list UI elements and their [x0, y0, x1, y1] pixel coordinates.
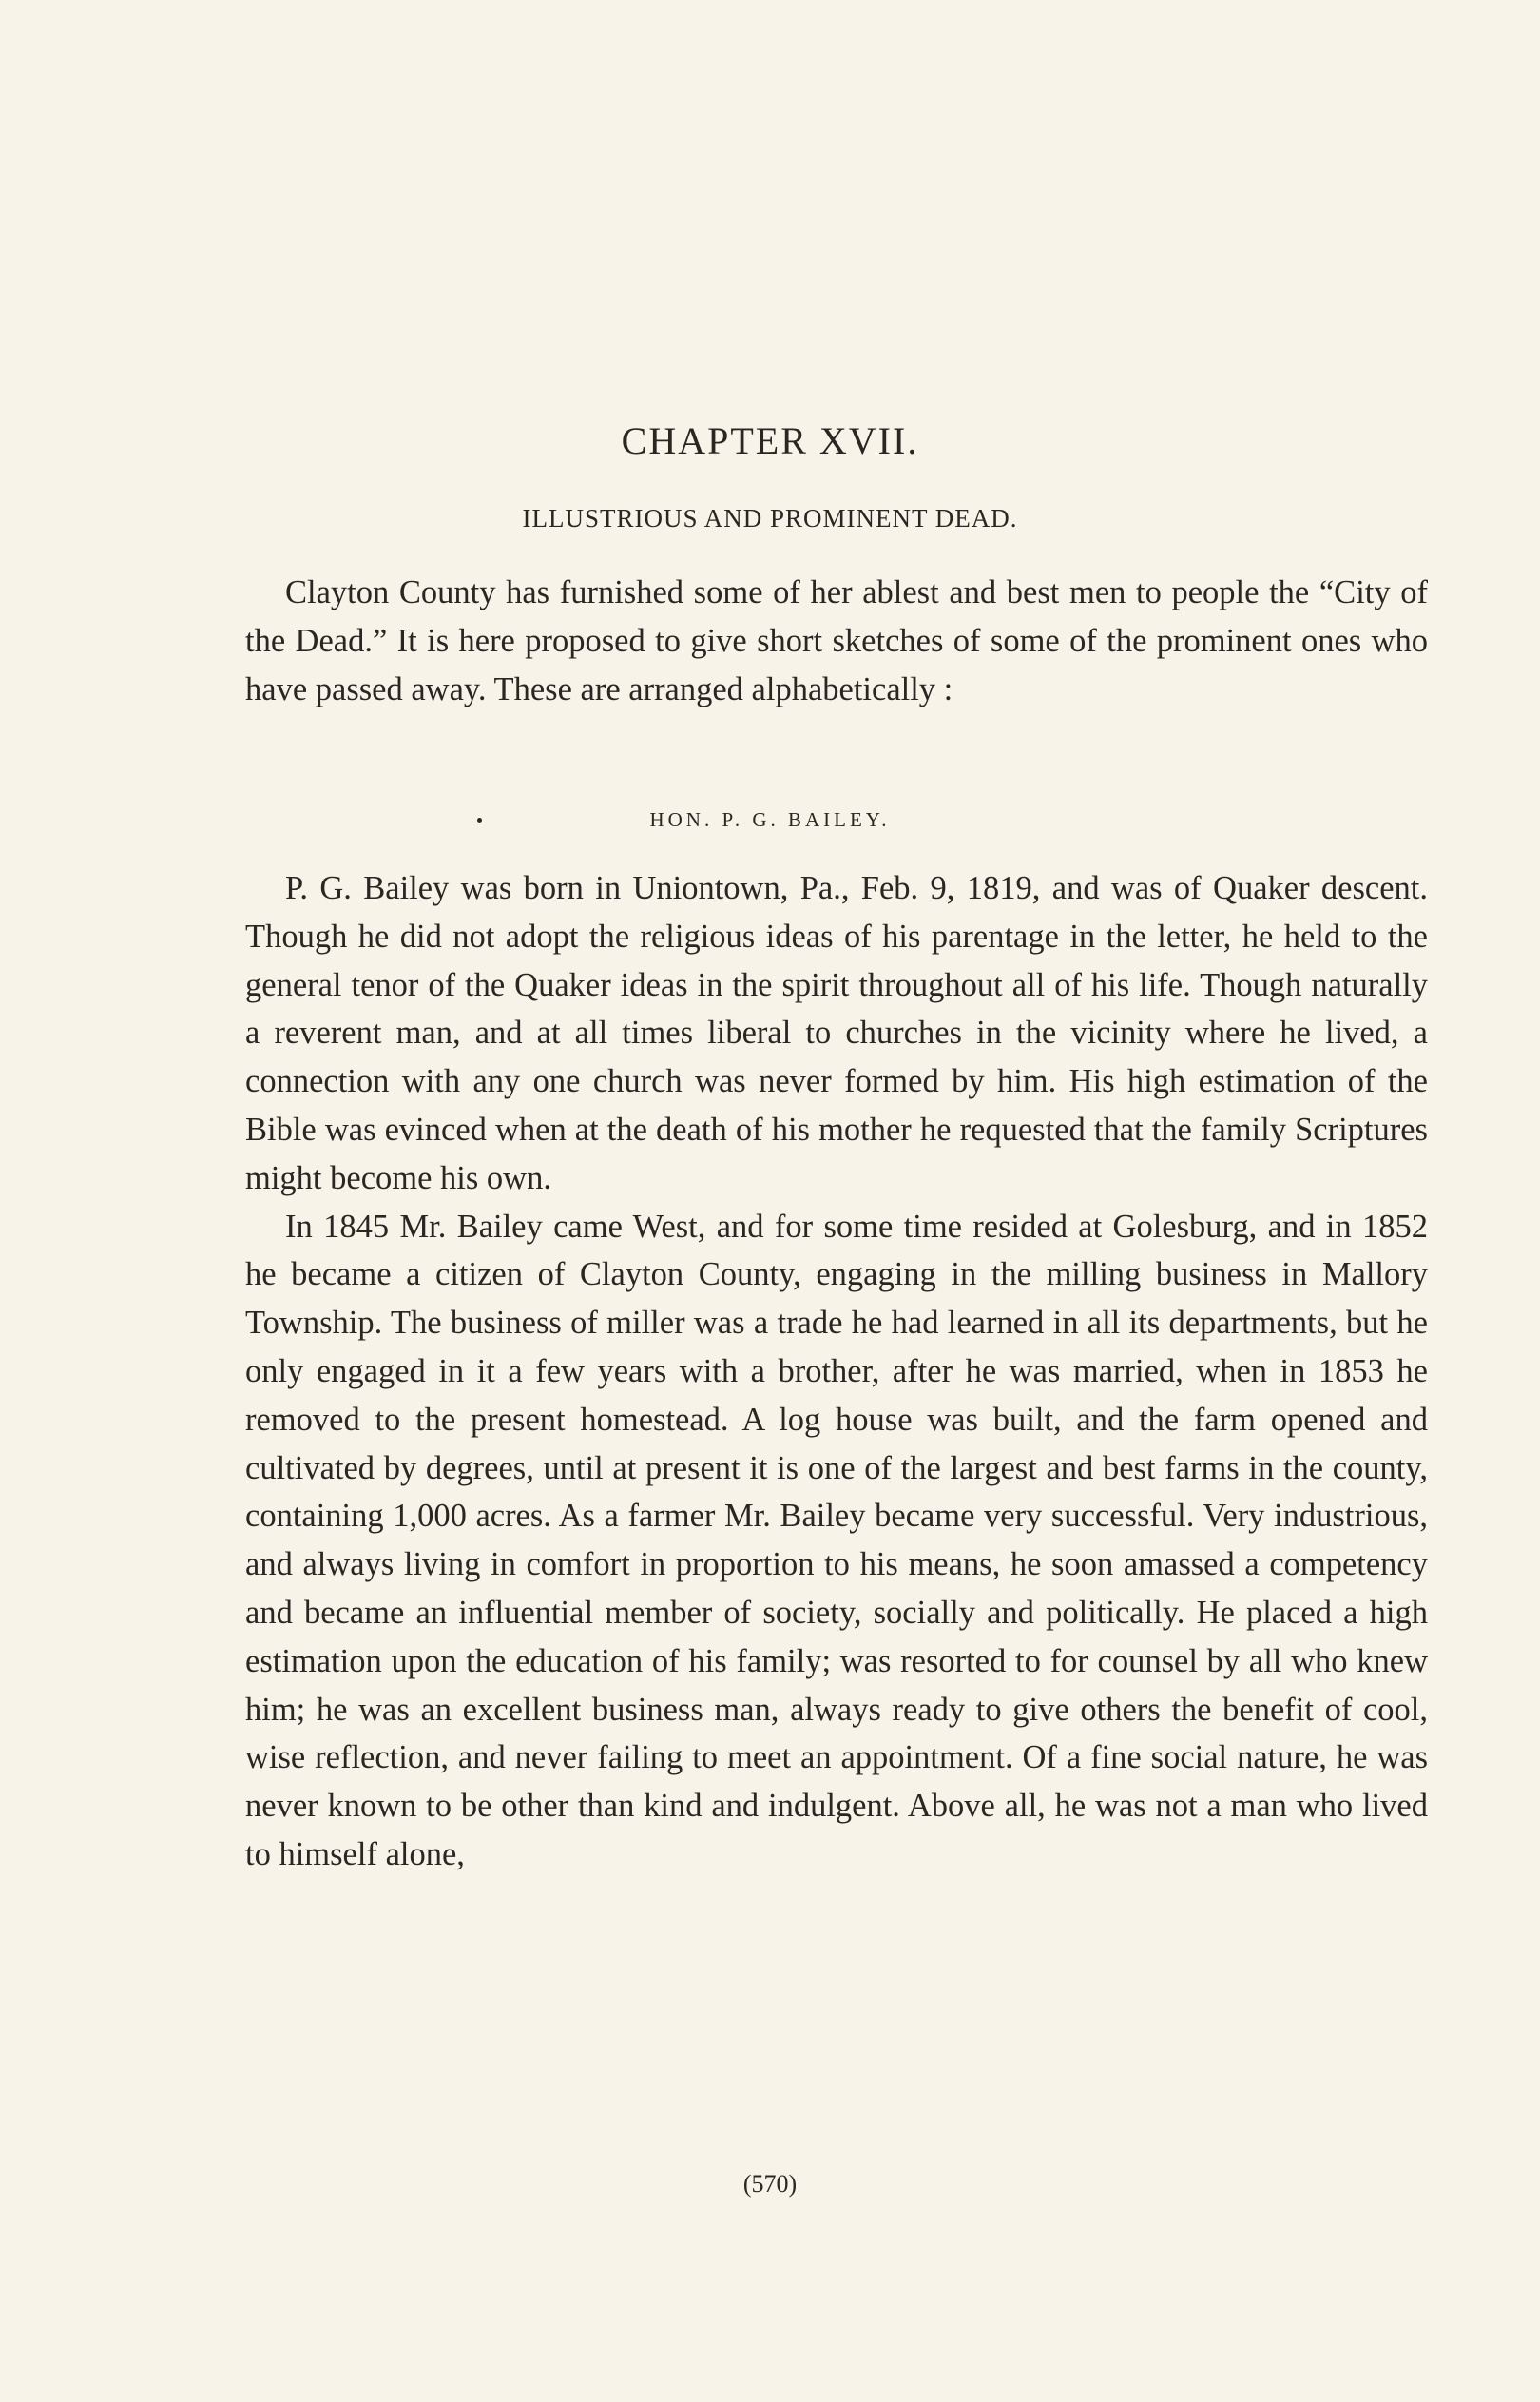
body-paragraph: In 1845 Mr. Bailey came West, and for some time resided at Golesburg, and in 1852 he became a citizen of Clayton County, engaging in the milling business in Mallory Township. The business of miller was a trade he had learned in all its departments, but he only engaged in it a few years with a brother, after he was married, when in 1853 he removed to the present homestead. A log house was built, and the farm opened and cultivated by degrees, until at present it is one of the largest and best farms in the county, containing 1,000 acres. As a farmer Mr. Bailey became very successful. Very industrious, and always living in comfort in proportion to his means, he soon amassed a competency and became an influential member of society, socially and politically. He placed a high estimation upon the education of his family; was resorted to for counsel by all who knew him; he was an excellent business man, always ready to give others the benefit of cool, wise reflection, and never failing to meet an appointment. Of a fine social nature, he was never known to be other than kind and indulgent. Above all, he was not a man who lived to himself alone,	[245, 1208, 1428, 1872]
chapter-title: CHAPTER XVII.	[621, 419, 919, 462]
section-heading: HON. P. G. BAILEY.	[649, 808, 891, 831]
intro-paragraph: Clayton County has furnished some of her ablest and best men to people the “City of the Dead.” It is here proposed to give short sketches of some of the prominent ones who have passed away. These are arranged alphabetically :	[245, 574, 1428, 707]
page-number: (570)	[742, 2170, 798, 2198]
biography-text	[245, 864, 1428, 1879]
chapter-subtitle: ILLUSTRIOUS AND PROMINENT DEAD.	[522, 504, 1018, 533]
intro-block	[245, 569, 1428, 713]
body-paragraph: P. G. Bailey was born in Uniontown, Pa., Feb. 9, 1819, and was of Quaker descent. Though he did not adopt the religious ideas of his parentage in the letter, he held to the general tenor of the Quaker ideas in the spirit throughout all of his life. Though naturally a reverent man, and at all times liberal to churches in the vicinity where he lived, a connection with any one church was never formed by him. His high estimation of the Bible was evinced when at the death of his mother he requested that the family Scriptures might become his own.	[245, 870, 1428, 1196]
